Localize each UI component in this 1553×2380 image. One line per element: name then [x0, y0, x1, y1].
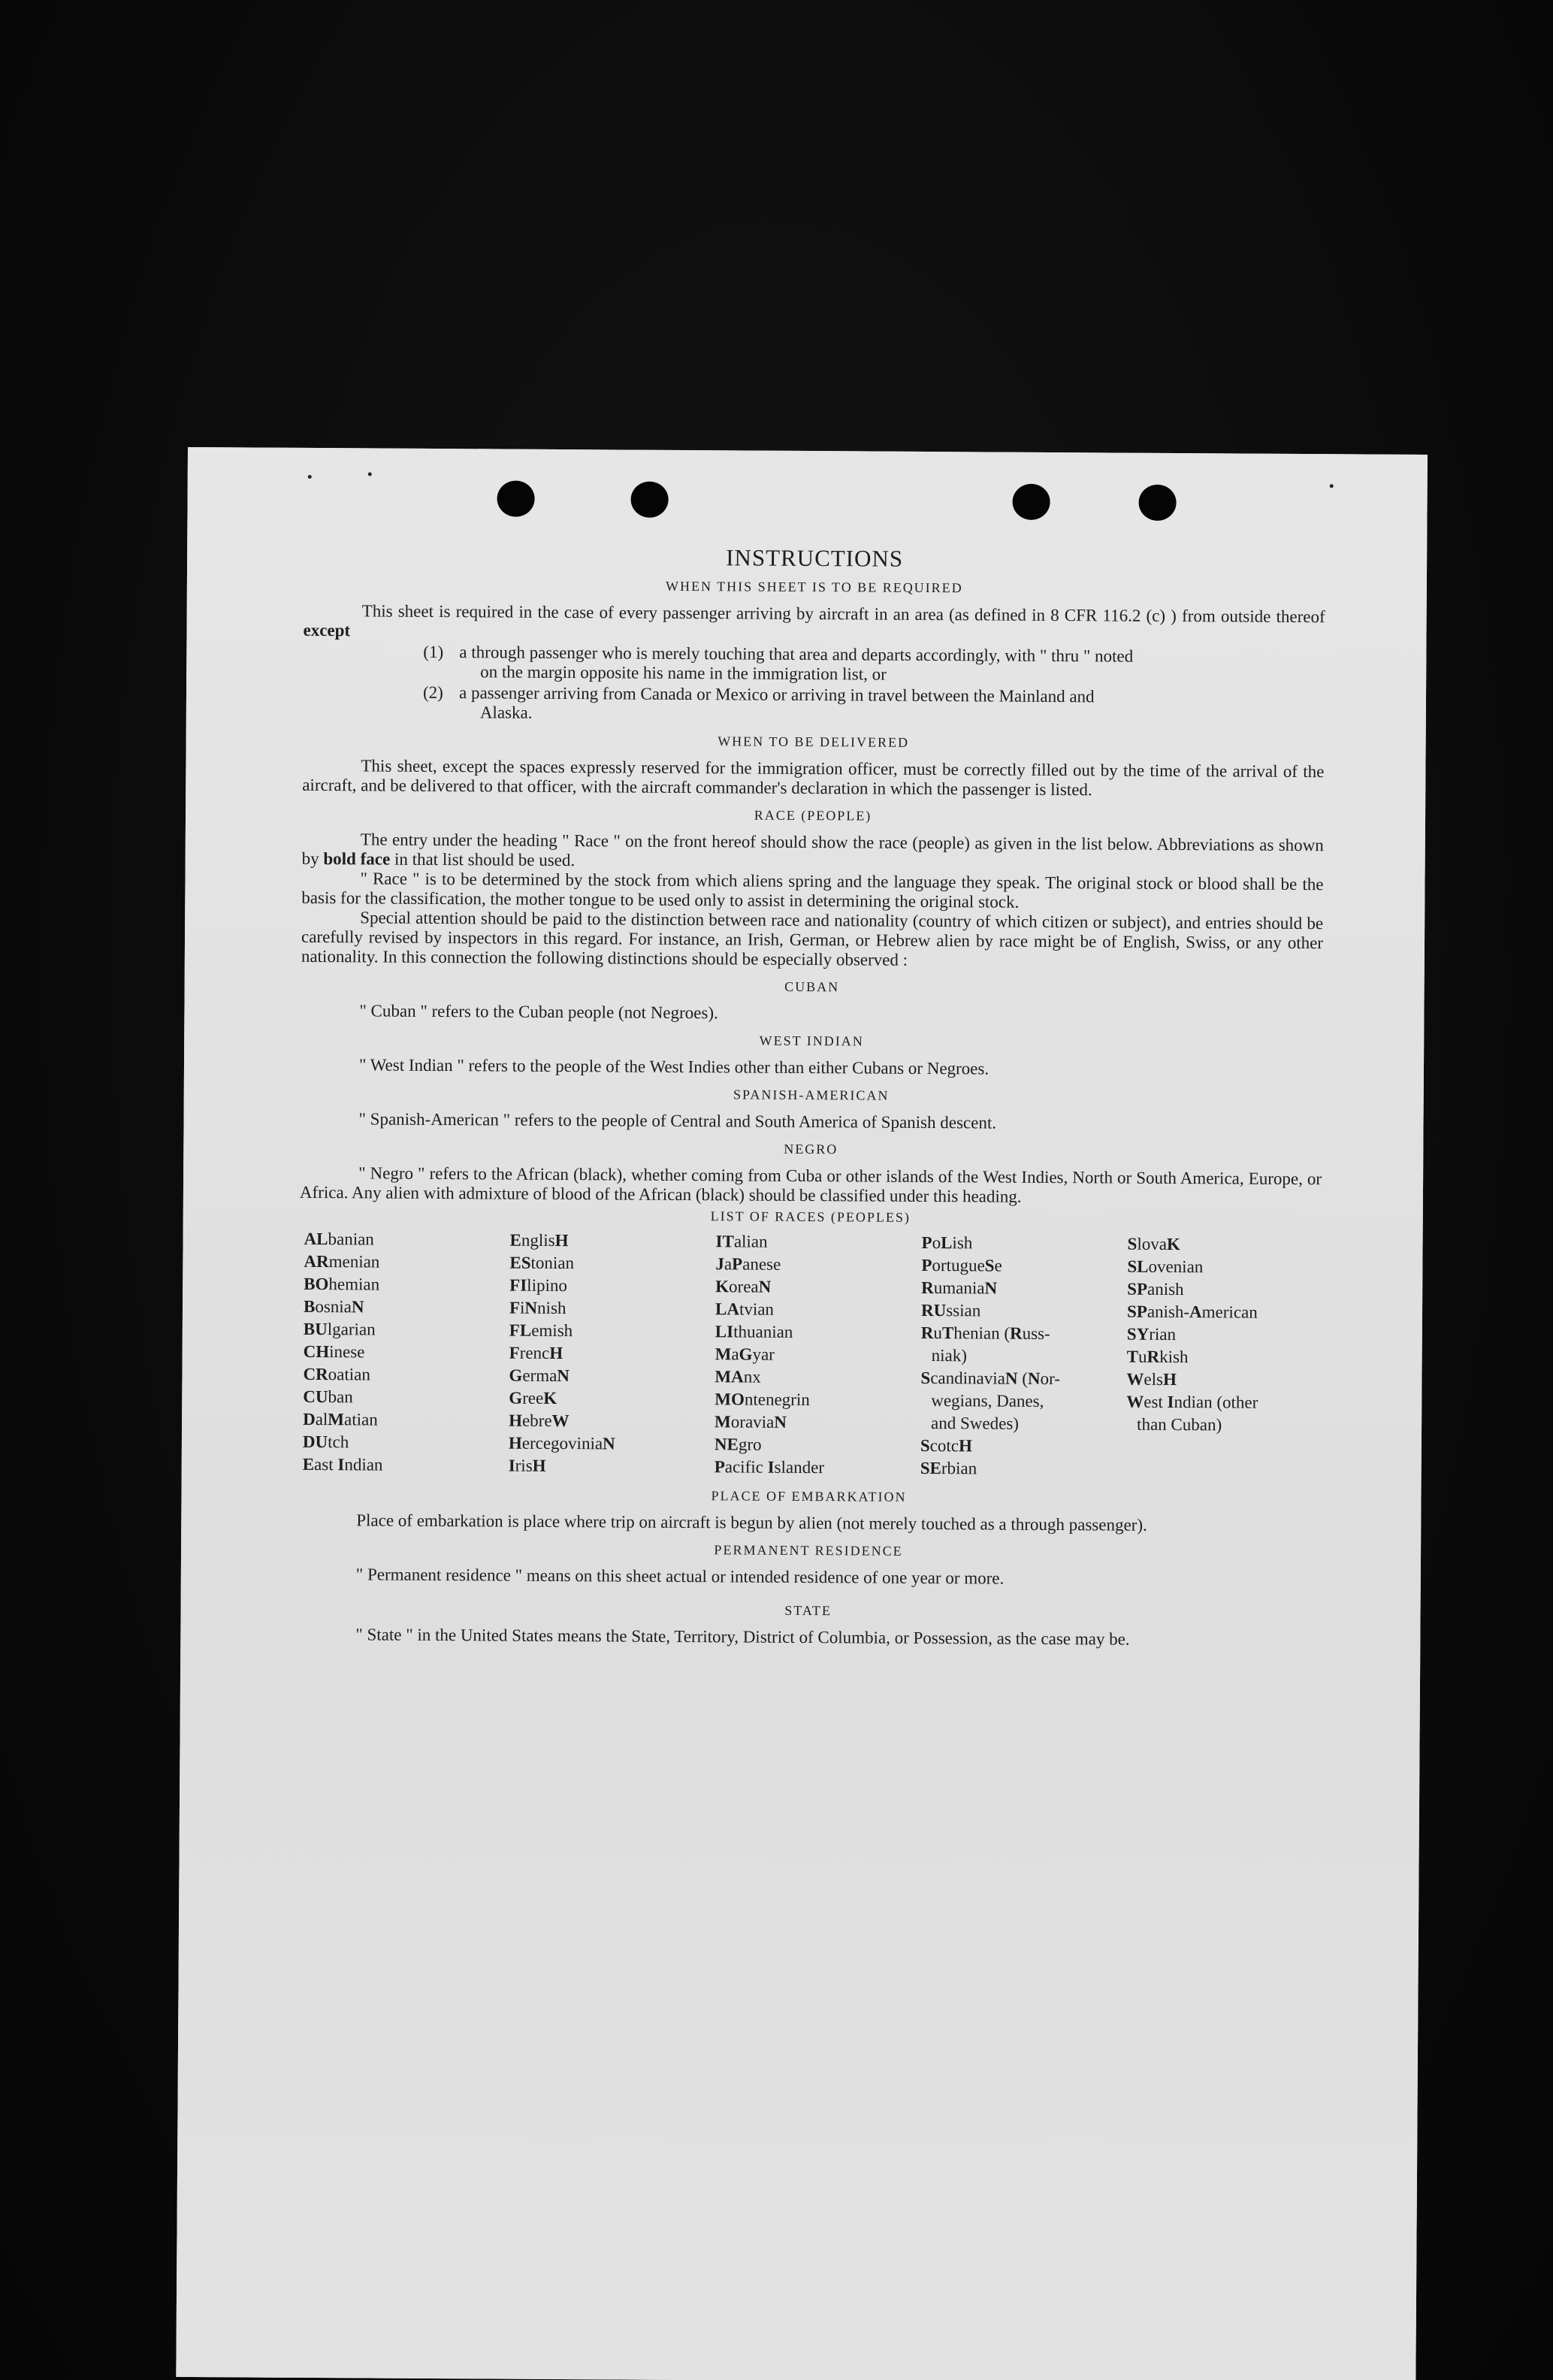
race-item: NEgro	[714, 1435, 762, 1454]
races-list	[303, 1228, 1322, 1482]
bold-face-text: bold face	[323, 849, 391, 869]
race-item: LAtvian	[715, 1299, 775, 1319]
except-bold: except	[303, 620, 351, 640]
race-item: West Indian (other	[1126, 1392, 1258, 1412]
race-item: CHinese	[303, 1341, 365, 1362]
cuban-text: " Cuban " refers to the Cuban people (not Negroes).	[359, 1001, 718, 1023]
section-heading-delivered: WHEN TO BE DELIVERED	[718, 733, 910, 750]
race-item: RUssian	[920, 1300, 981, 1320]
speck	[1330, 484, 1334, 488]
races-column-4	[920, 1232, 1128, 1481]
race-item: DalMatian	[303, 1409, 378, 1429]
race-item: ALbanian	[304, 1229, 374, 1249]
section-heading-cuban: CUBAN	[784, 978, 840, 995]
race-item: HebreW	[509, 1411, 570, 1431]
race-item-continuation: wegians, Danes,	[931, 1391, 1044, 1411]
section-heading-state: STATE	[784, 1602, 832, 1619]
race-item-continuation: and Swedes)	[931, 1414, 1020, 1433]
race-item: ITalian	[715, 1232, 768, 1251]
race-item: MaGyar	[715, 1344, 775, 1364]
instructions-body	[297, 546, 1325, 1650]
spanish-american-text: " Spanish-American " refers to the people of Central and South America of Spanish descent.	[358, 1109, 997, 1133]
section-heading-west-indian: WEST INDIAN	[759, 1033, 864, 1049]
race-item: FiNnish	[509, 1298, 567, 1318]
race-item: JaPanese	[715, 1254, 781, 1274]
race-item: RumaniaN	[921, 1278, 998, 1298]
race-paragraph-2: " Race " is to be determined by the stock from which aliens spring and the language they speak. The original stock or blood shall be the basis for the classification, the mother tongue to be used only to assist in determining the original stock.	[301, 869, 1324, 912]
race-item: SPanish-American	[1126, 1302, 1258, 1322]
race-item: CRoatian	[303, 1364, 371, 1384]
race-item: Pacific Islander	[714, 1457, 825, 1477]
section-heading-spanish-american: SPANISH-AMERICAN	[733, 1087, 890, 1103]
required-intro: This sheet is required in the case of every passenger arriving by aircraft in an area (as defined in 8 CFR 116.2 (c) ) from outside thereof except	[303, 601, 1325, 640]
races-column-1	[303, 1228, 510, 1477]
embarkation-text: Place of embarkation is place where trip on aircraft is begun by alien (not merely touched as a through passenger).	[356, 1511, 1147, 1535]
race-item: ScotcH	[920, 1435, 972, 1456]
race-paragraph-1: The entry under the heading " Race " on the front hereof should show the race (people) as given in the list below. Abbreviations as shown by bold face in that list should be used.	[301, 830, 1324, 870]
race-item: PoLish	[921, 1232, 973, 1253]
race-item: ARmenian	[304, 1251, 380, 1272]
race-item: East Indian	[302, 1454, 383, 1474]
race-item: IrisH	[508, 1456, 546, 1475]
race-item: MoraviaN	[715, 1412, 787, 1432]
race-item: BOhemian	[304, 1274, 380, 1294]
punch-hole	[630, 482, 668, 518]
race-item: FIlipino	[509, 1275, 567, 1296]
delivered-text: This sheet, except the spaces expressly reserved for the immigration officer, must be correctly filled out by the time of the arrival of the aircraft, and be delivered to that officer, with the aircraft commander's declaration in which the passenger is listed.	[302, 756, 1325, 800]
race-item: EStonian	[509, 1253, 575, 1273]
race-item: SPanish	[1127, 1279, 1184, 1299]
race-item: MOntenegrin	[715, 1390, 810, 1410]
punch-hole	[1138, 485, 1176, 521]
permanent-residence-text: " Permanent residence " means on this sheet actual or intended residence of one year or more.	[355, 1565, 1005, 1588]
race-item: SlovaK	[1127, 1234, 1180, 1254]
races-column-3	[715, 1230, 922, 1480]
race-item: BUlgarian	[303, 1319, 376, 1339]
race-item: SLovenian	[1127, 1257, 1204, 1277]
race-item: SYrian	[1126, 1324, 1177, 1344]
west-indian-text: " West Indian " refers to the people of the West Indies other than either Cubans or Negroes.	[358, 1055, 990, 1078]
required-item-2: (2) a passenger arriving from Canada or Mexico or arriving in travel between the Mainland and Alaska.	[422, 682, 1095, 722]
race-item: ScandinaviaN (Nor-	[920, 1368, 1060, 1389]
section-heading-race: RACE (PEOPLE)	[754, 807, 872, 824]
race-item: KoreaN	[715, 1277, 772, 1296]
speck	[308, 475, 312, 479]
negro-text: " Negro " refers to the African (black), whether coming from Cuba or other islands of the West Indies, North or South America, Europe, or Africa. Any alien with admixture of blood of the African (black) should be classified under this heading.	[299, 1163, 1322, 1206]
state-text: " State " in the United States means the State, Territory, District of Columbia, or Possession, as the case may be.	[355, 1625, 1130, 1649]
race-item: DUtch	[302, 1432, 349, 1452]
speck	[368, 472, 372, 476]
punch-hole	[1012, 484, 1050, 520]
race-item-continuation: niak)	[931, 1346, 967, 1365]
page-title: INSTRUCTIONS	[726, 544, 904, 572]
races-column-2	[509, 1229, 716, 1479]
race-paragraph-3: Special attention should be paid to the distinction between race and nationality (country of which citizen or subject), and entries should be carefully revised by inspectors in this regard. For instance, an Irish, German, or Hebrew alien by race might be of English, Swiss, or any other nationality. In this connection the following distinctions should be especially observed :	[301, 908, 1324, 969]
race-item: WelsH	[1126, 1369, 1177, 1390]
race-item: GreeK	[509, 1388, 557, 1408]
punch-hole	[497, 480, 534, 516]
race-item: GermaN	[509, 1365, 570, 1386]
section-heading-permanent-residence: PERMANENT RESIDENCE	[714, 1542, 903, 1559]
race-item-continuation: than Cuban)	[1137, 1414, 1222, 1435]
race-item: MAnx	[715, 1367, 761, 1387]
race-item: SErbian	[920, 1458, 977, 1478]
race-item: FLemish	[509, 1320, 573, 1341]
required-item-1: (1) a through passenger who is merely touching that area and departs accordingly, with " thru " noted on the margin opposite his name in the immigration list, or	[423, 642, 1134, 684]
race-item: LIthuanian	[715, 1322, 793, 1341]
race-item: PortugueSe	[921, 1255, 1002, 1275]
races-column-5	[1126, 1233, 1326, 1483]
race-item: HercegoviniaN	[508, 1433, 615, 1453]
instruction-sheet	[176, 447, 1428, 2380]
race-item: TuRkish	[1126, 1347, 1189, 1367]
section-heading-negro: NEGRO	[784, 1141, 838, 1157]
race-item: CUban	[303, 1387, 353, 1407]
section-heading-list-of-races: LIST OF RACES (PEOPLES)	[710, 1208, 911, 1225]
section-heading-embarkation: PLACE OF EMBARKATION	[711, 1488, 907, 1505]
race-item: FrencH	[509, 1343, 563, 1363]
race-item: RuThenian (Russ-	[920, 1323, 1050, 1343]
section-heading-required: WHEN THIS SHEET IS TO BE REQUIRED	[665, 578, 963, 596]
race-item: BosniaN	[303, 1296, 364, 1317]
race-item: EnglisH	[509, 1230, 569, 1250]
